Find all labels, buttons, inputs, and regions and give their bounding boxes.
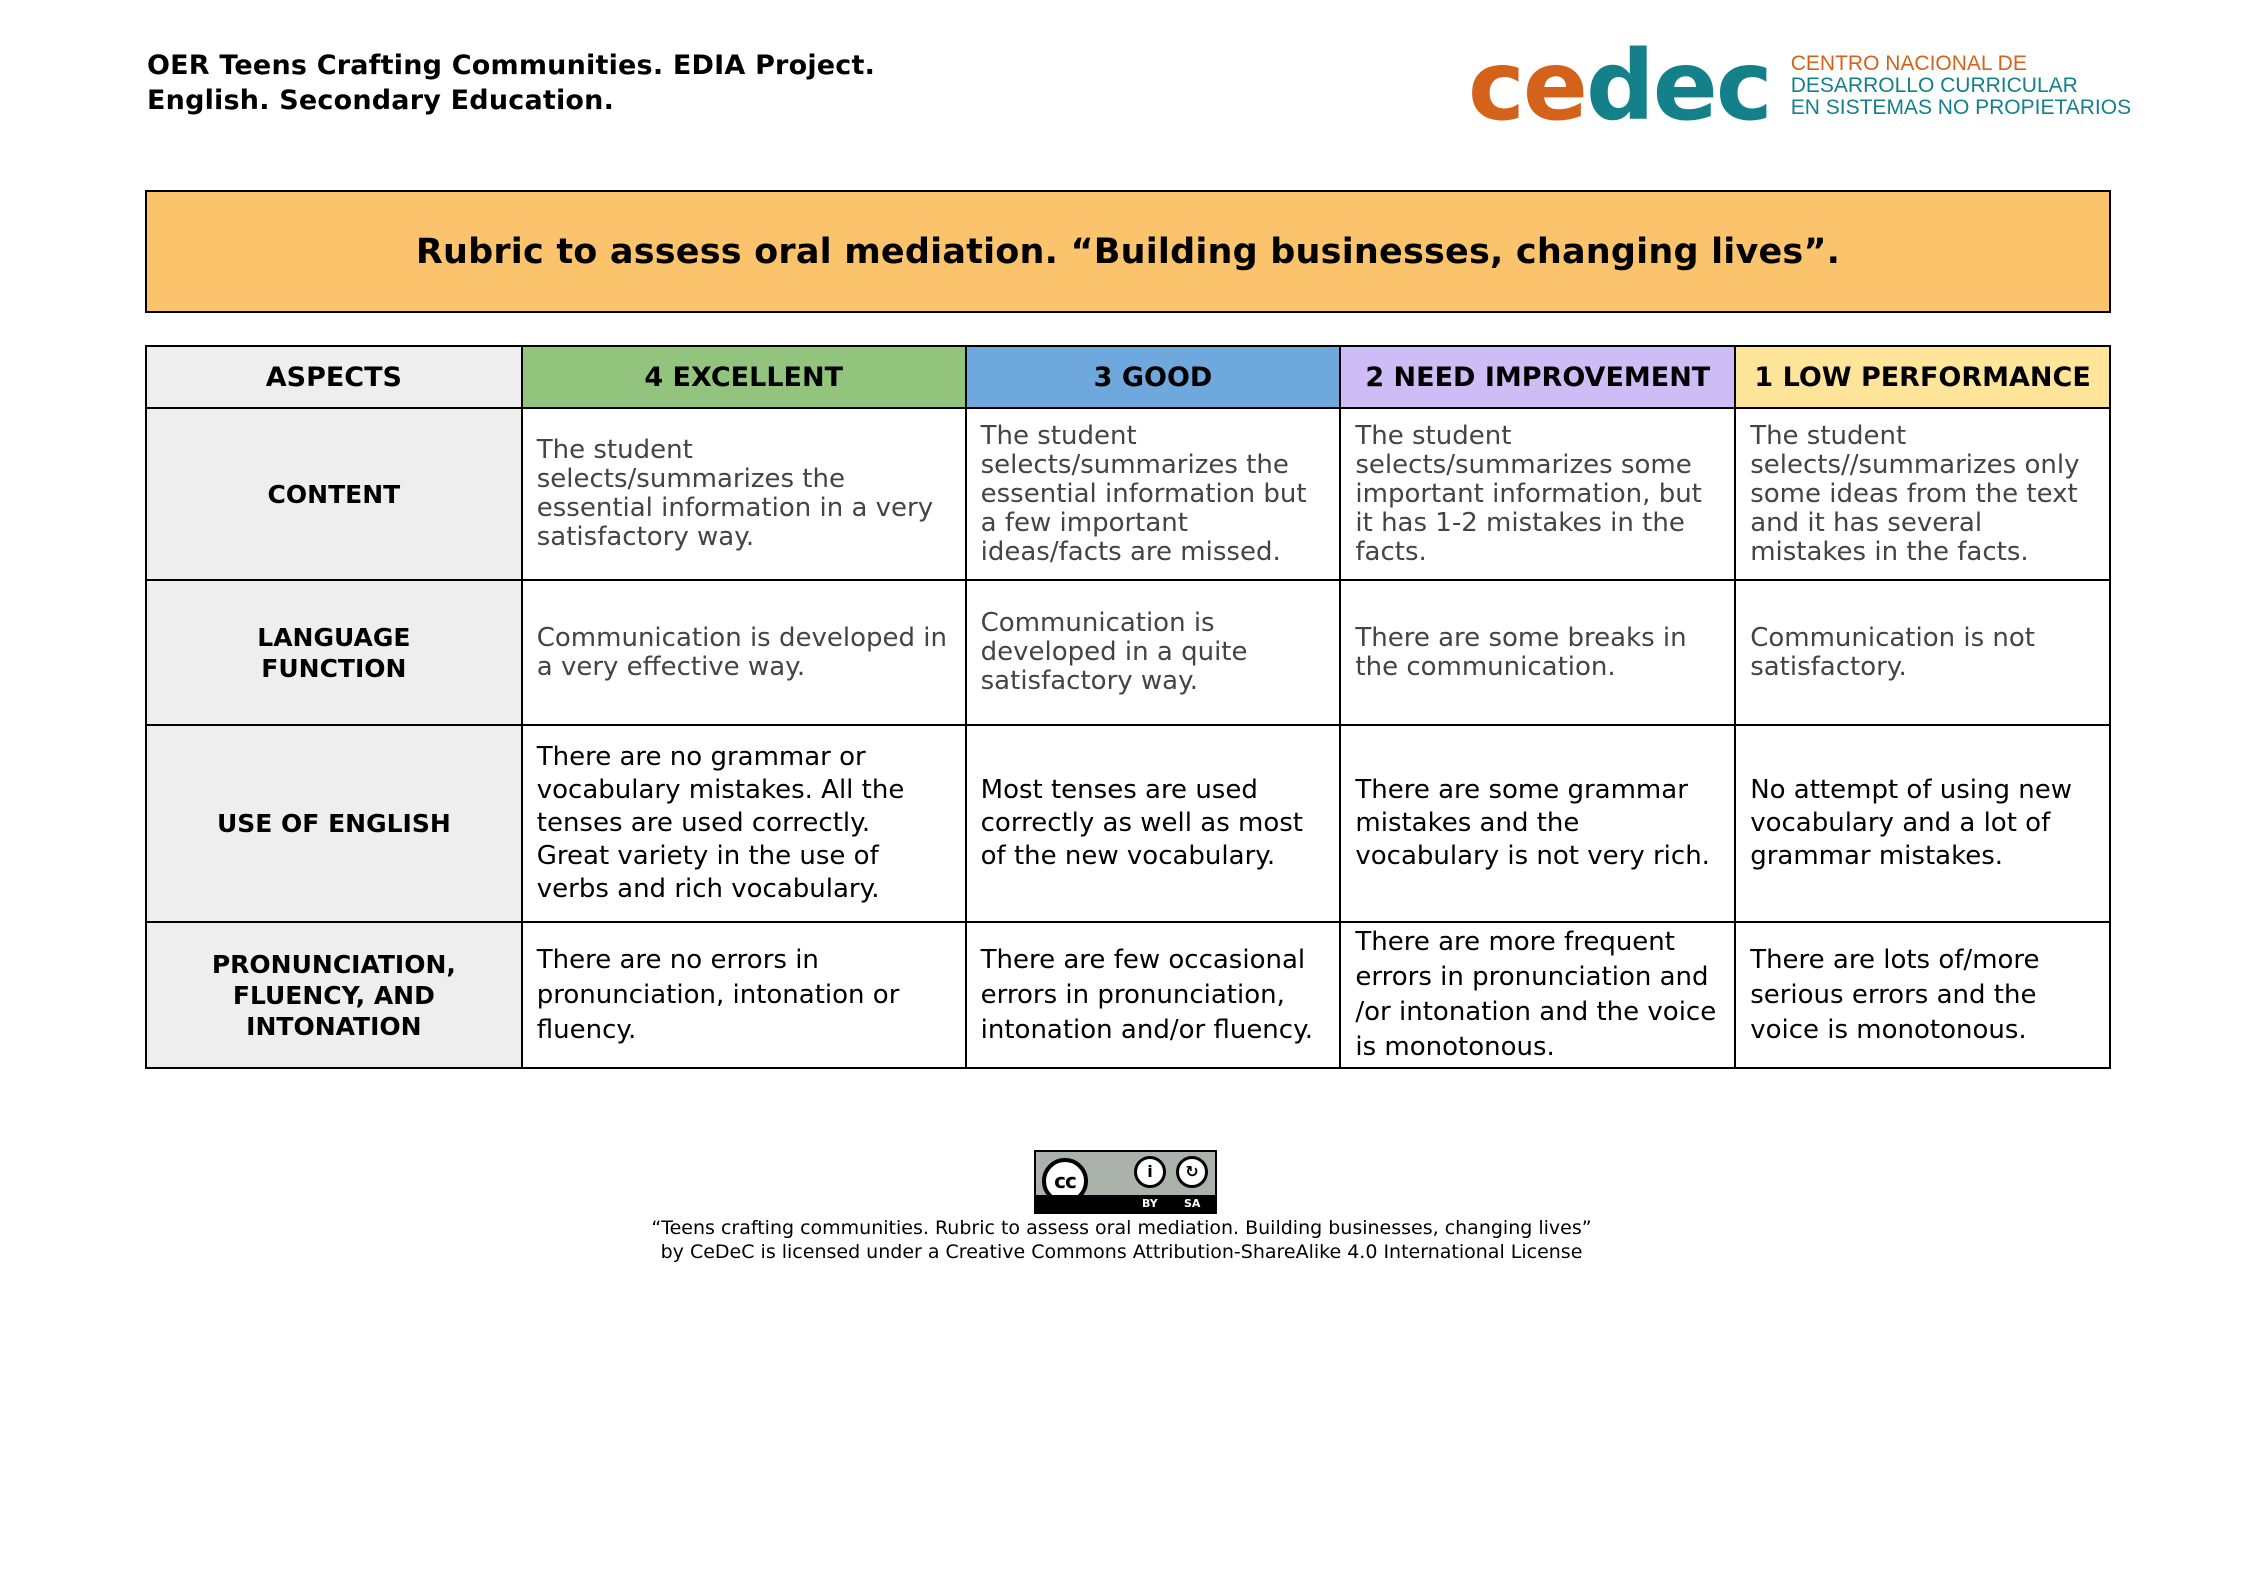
badge-sa-label: SA bbox=[1184, 1197, 1201, 1210]
license-statement bbox=[0, 1216, 2243, 1264]
cell-use-level-1: No attempt of using new vocabulary and a lot of grammar mistakes. bbox=[1735, 725, 2110, 922]
logo-wordmark-dec: dec bbox=[1586, 30, 1771, 142]
rubric-header-row bbox=[146, 346, 2110, 408]
logo-subtitle-line-1: CENTRO NACIONAL DE bbox=[1790, 52, 2027, 75]
header-line-1: OER Teens Crafting Communities. EDIA Project. bbox=[147, 50, 876, 81]
table-row bbox=[146, 580, 2110, 725]
aspect-content: CONTENT bbox=[146, 408, 522, 580]
cell-content-level-4: The student selects/summarizes the essential information in a very satisfactory way. bbox=[522, 408, 966, 580]
document-header bbox=[147, 48, 875, 118]
table-row bbox=[146, 725, 2110, 922]
cell-language-level-4: Communication is developed in a very effective way. bbox=[522, 580, 966, 725]
cell-language-level-3: Communication is developed in a quite satisfactory way. bbox=[966, 580, 1341, 725]
header-aspects: ASPECTS bbox=[146, 346, 522, 408]
header-level-2: 2 NEED IMPROVEMENT bbox=[1340, 346, 1735, 408]
logo-subtitle-line-3: EN SISTEMAS NO PROPIETARIOS bbox=[1790, 96, 2132, 119]
aspect-pronunciation: PRONUNCIATION, FLUENCY, AND INTONATION bbox=[146, 922, 522, 1068]
cell-content-level-2: The student selects/summarizes some important information, but it has 1-2 mistakes in the facts. bbox=[1340, 408, 1735, 580]
cell-pronunciation-level-3: There are few occasional errors in pronunciation, intonation and/or fluency. bbox=[966, 922, 1341, 1068]
aspect-use-of-english: USE OF ENGLISH bbox=[146, 725, 522, 922]
cc-license-badge[interactable] bbox=[1034, 1150, 1217, 1214]
license-line-2: by CeDeC is licensed under a Creative Commons Attribution-ShareAlike 4.0 International License bbox=[660, 1241, 1583, 1263]
header-level-1: 1 LOW PERFORMANCE bbox=[1735, 346, 2110, 408]
logo-subtitle-line-2: DESARROLLO CURRICULAR bbox=[1790, 74, 2078, 97]
cell-use-level-2: There are some grammar mistakes and the vocabulary is not very rich. bbox=[1340, 725, 1735, 922]
cell-language-level-1: Communication is not satisfactory. bbox=[1735, 580, 2110, 725]
cedec-logo bbox=[1468, 30, 2132, 142]
cc-icon: cc bbox=[1042, 1158, 1088, 1204]
rubric-title: Rubric to assess oral mediation. “Building businesses, changing lives”. bbox=[145, 190, 2111, 313]
attribution-icon: i bbox=[1134, 1156, 1166, 1188]
cell-pronunciation-level-1: There are lots of/more serious errors and the voice is monotonous. bbox=[1735, 922, 2110, 1068]
share-alike-icon: ↻ bbox=[1176, 1156, 1208, 1188]
badge-by-label: BY bbox=[1142, 1197, 1158, 1210]
license-line-1: “Teens crafting communities. Rubric to assess oral mediation. Building businesses, changing lives” bbox=[651, 1217, 1592, 1239]
cell-use-level-3: Most tenses are used correctly as well as most of the new vocabulary. bbox=[966, 725, 1341, 922]
logo-subtitle bbox=[1791, 53, 2131, 119]
header-level-3: 3 GOOD bbox=[966, 346, 1341, 408]
rubric-table bbox=[145, 345, 2111, 1069]
logo-wordmark-ce: ce bbox=[1468, 30, 1587, 142]
header-line-2: English. Secondary Education. bbox=[147, 85, 615, 116]
cell-content-level-1: The student selects//summarizes only some ideas from the text and it has several mistakes in the facts. bbox=[1735, 408, 2110, 580]
cell-language-level-2: There are some breaks in the communication. bbox=[1340, 580, 1735, 725]
cell-pronunciation-level-2: There are more frequent errors in pronunciation and /or intonation and the voice is monotonous. bbox=[1340, 922, 1735, 1068]
logo-wordmark bbox=[1468, 30, 1771, 142]
cell-content-level-3: The student selects/summarizes the essential information but a few important ideas/facts are missed. bbox=[966, 408, 1341, 580]
cell-use-level-4: There are no grammar or vocabulary mistakes. All the tenses are used correctly. Great variety in the use of verbs and rich vocabulary. bbox=[522, 725, 966, 922]
table-row bbox=[146, 922, 2110, 1068]
aspect-language-function bbox=[146, 580, 522, 725]
aspect-language-function-label: LANGUAGE FUNCTION bbox=[257, 622, 411, 683]
table-row bbox=[146, 408, 2110, 580]
cell-pronunciation-level-4: There are no errors in pronunciation, intonation or fluency. bbox=[522, 922, 966, 1068]
header-level-4: 4 EXCELLENT bbox=[522, 346, 966, 408]
